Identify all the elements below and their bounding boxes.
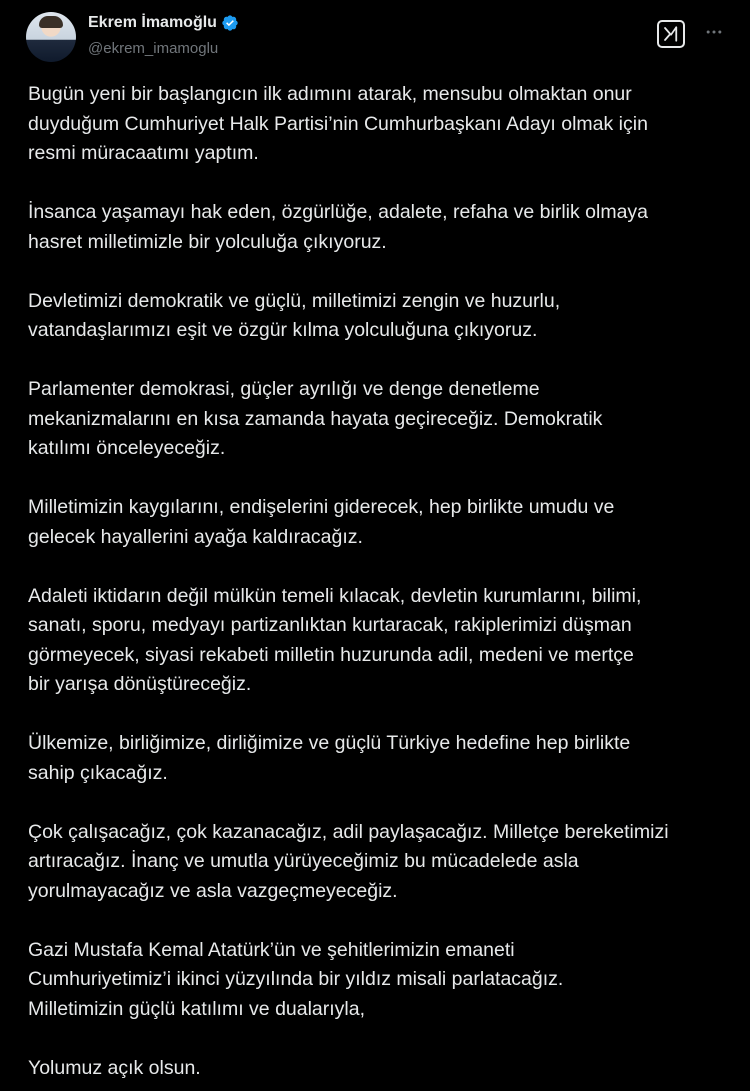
- tweet-paragraph: Bugün yeni bir başlangıcın ilk adımını atarak, mensubu olmaktan onur duyduğum Cumhuriyet Halk Partisi’nin Cumhurbaşkanı Adayı olmak için resmi müracaatımı yaptım.: [28, 83, 648, 164]
- tweet-paragraph: Devletimizi demokratik ve güçlü, milletimizi zengin ve huzurlu, vatandaşlarımızı eşit ve özgür kılma yolculuğuna çıkıyoruz.: [28, 289, 561, 341]
- tweet-text: [28, 80, 738, 1083]
- tweet-paragraph: Parlamenter demokrasi, güçler ayrılığı ve denge denetleme mekanizmalarını en kısa zamanda hayata geçireceğiz. Demokratik katılımı önceleyeceğiz.: [28, 378, 603, 459]
- tweet-paragraph: İnsanca yaşamayı hak eden, özgürlüğe, adalete, refaha ve birlik olmaya hasret milletimizle bir yolculuğa çıkıyoruz.: [28, 201, 649, 253]
- tweet-paragraph: Ülkemize, birliğimize, dirliğimize ve güçlü Türkiye hedefine hep birlikte sahip çıkacağız.: [28, 732, 631, 784]
- tweet-paragraph: Adaleti iktidarın değil mülkün temeli kılacak, devletin kurumlarını, bilimi, sanatı, sporu, medyayı partizanlıktan kurtaracak, rakiplerimizi düşman görmeyecek, siyasi rekabeti milletin huzurunda adil, medeni ve mertçe bir yarışa dönüştüreceğiz.: [28, 584, 642, 695]
- verified-badge-icon: [221, 14, 239, 32]
- author-name-line[interactable]: [88, 14, 239, 32]
- tweet-header: [0, 0, 750, 80]
- author-display-name[interactable]: Ekrem İmamoğlu: [88, 14, 217, 31]
- tweet-paragraph: Yolumuz açık olsun.: [28, 1056, 201, 1079]
- grok-icon[interactable]: [657, 20, 685, 48]
- author-handle[interactable]: @ekrem_imamoglu: [88, 40, 219, 57]
- tweet-paragraph: Gazi Mustafa Kemal Atatürk’ün ve şehitlerimizin emaneti Cumhuriyetimiz’i ikinci yüzyılında bir yıldız misali parlatacağız. Milletimizin güçlü katılımı ve dualarıyla,: [28, 938, 564, 1020]
- avatar[interactable]: [26, 12, 76, 62]
- more-options-icon[interactable]: [700, 18, 728, 46]
- tweet-paragraph: Milletimizin kaygılarını, endişelerini giderecek, hep birlikte umudu ve gelecek hayallerini ayağa kaldıracağız.: [28, 496, 615, 548]
- tweet-paragraph: Çok çalışacağız, çok kazanacağız, adil paylaşacağız. Milletçe bereketimizi artıracağız. İnanç ve umutla yürüyeceğimiz bu mücadelede asla yorulmayacağız ve asla vazgeçmeyeceğiz.: [28, 820, 669, 902]
